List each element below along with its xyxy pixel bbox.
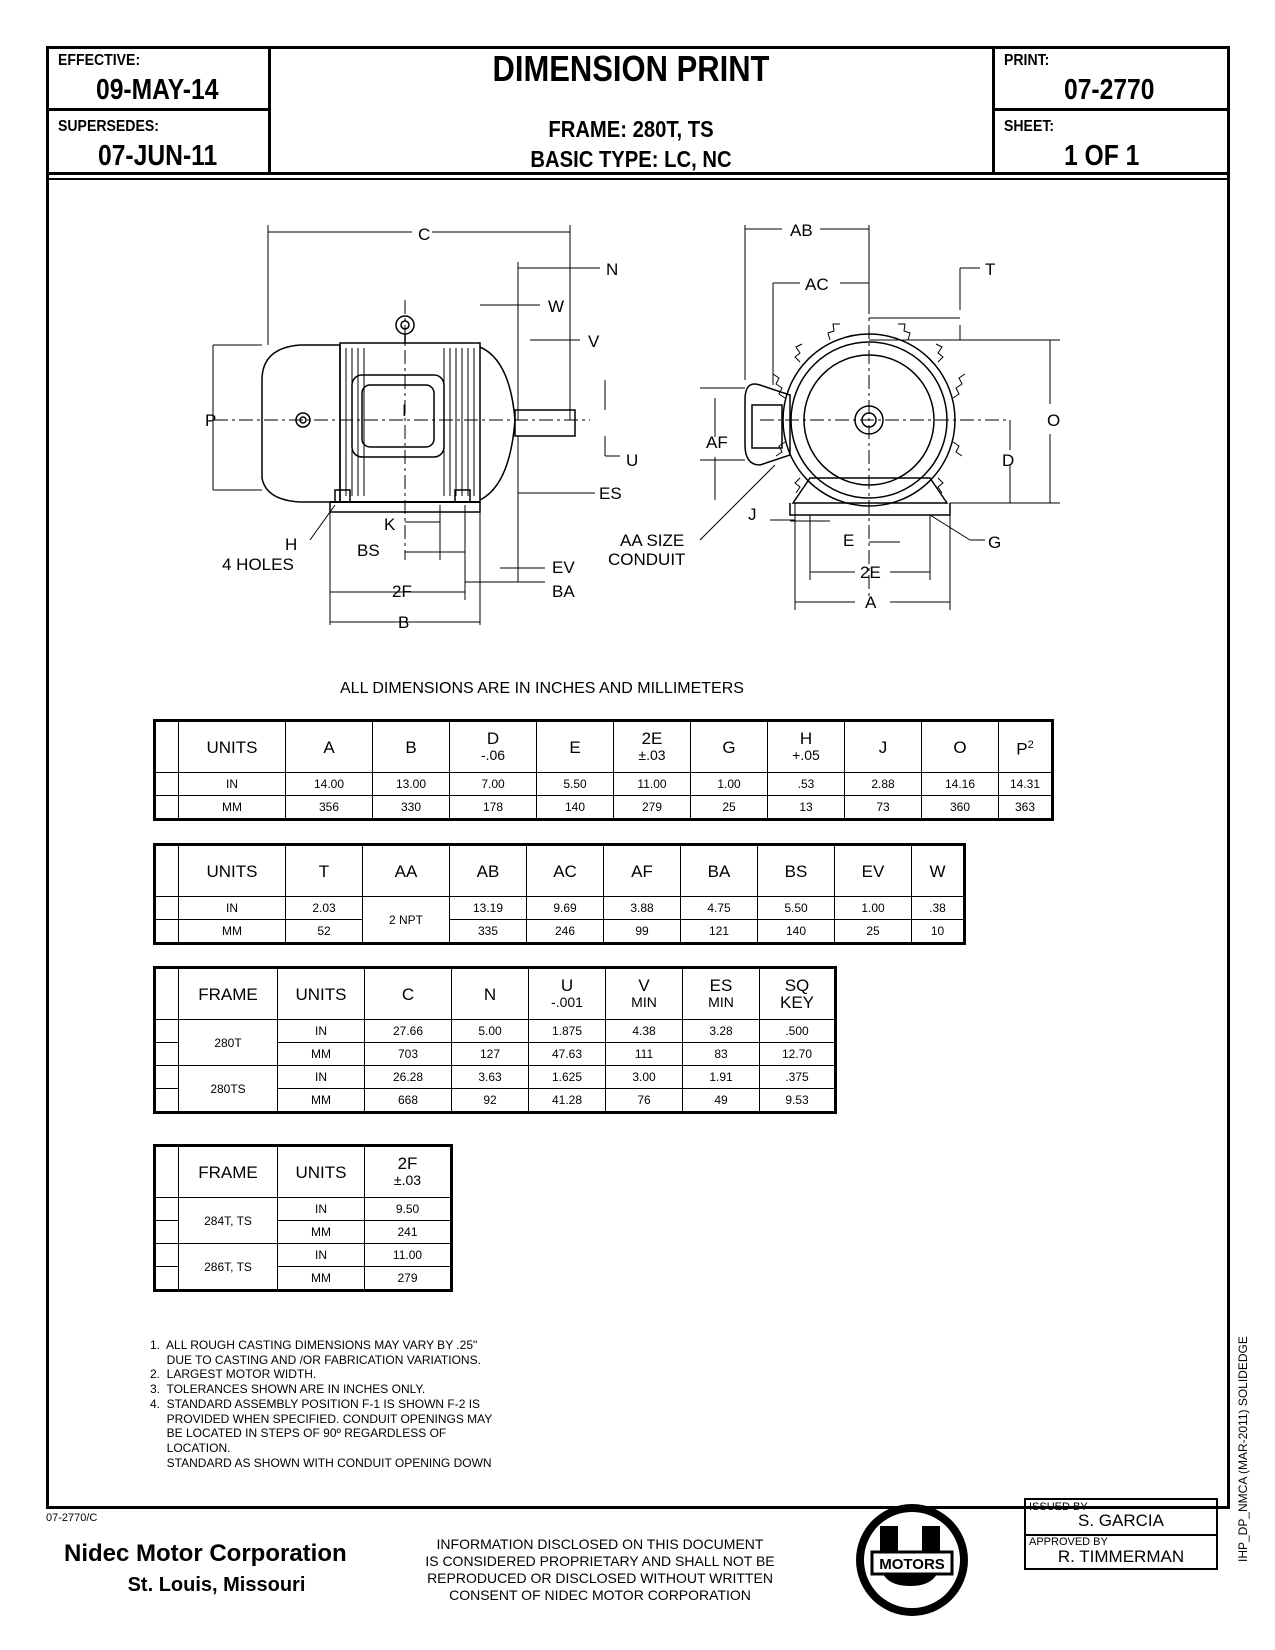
sheet-label: SHEET: xyxy=(1004,118,1055,135)
basic-type-line: BASIC TYPE: LC, NC xyxy=(530,146,732,172)
vertical-template-ref: IHP_DP_NMCA (MAR-2011) SOLIDEDGE xyxy=(1236,1336,1250,1562)
table-gutter xyxy=(155,721,179,773)
col-header-units: UNITS xyxy=(278,968,365,1020)
approved-by-name: R. TIMMERMAN xyxy=(1057,1547,1185,1566)
dim-label-h: H xyxy=(285,535,298,554)
col-header-ab: AB xyxy=(450,845,527,897)
dim-label-o: O xyxy=(1047,411,1061,430)
approved-by-label: APPROVED BY xyxy=(1029,1536,1108,1548)
table-row: MM 703 127 47.63 111 83 12.70 xyxy=(155,1043,836,1066)
note-line: 4. STANDARD ASSEMBLY POSITION F-1 IS SHOWN F-2 IS xyxy=(150,1396,481,1411)
col-header-b: B xyxy=(373,721,450,773)
dim-label-t: T xyxy=(985,260,996,279)
dim-label-2e: 2E xyxy=(860,563,881,582)
page-title: DIMENSION PRINT xyxy=(492,48,770,89)
col-header-units: UNITS xyxy=(179,721,286,773)
dim-label-w: W xyxy=(548,297,565,316)
col-header-o: O xyxy=(922,721,999,773)
end-view xyxy=(700,225,1060,610)
col-header-bs: BS xyxy=(758,845,835,897)
company-name: Nidec Motor Corporation xyxy=(64,1540,347,1567)
col-header-u: U -.001 xyxy=(529,968,606,1020)
proprietary-disclaimer: INFORMATION DISCLOSED ON THIS DOCUMENT IS CONSIDERED PROPRIETARY AND SHALL NOT BE REPRODUCED OR DISCLOSED WITHOUT WRITTEN CONSENT OF NIDEC MOTOR CORPORATION xyxy=(425,1536,775,1603)
dim-label-ab: AB xyxy=(790,221,813,240)
col-header-d: D -.06 xyxy=(450,721,537,773)
dim-label-p: P xyxy=(205,411,217,430)
col-header-units: UNITS xyxy=(278,1146,365,1198)
issued-by-name: S. GARCIA xyxy=(1078,1511,1164,1530)
col-header-2e: 2E ±.03 xyxy=(614,721,691,773)
frame-cell: 280T xyxy=(179,1020,278,1066)
dimensions-table-1 xyxy=(153,719,1054,821)
company-location: St. Louis, Missouri xyxy=(127,1574,306,1596)
doc-reference: 07-2770/C xyxy=(46,1512,98,1524)
print-number: 07-2770 xyxy=(1064,74,1155,106)
us-motors-logo xyxy=(852,1500,972,1620)
dim-label-j: J xyxy=(748,505,757,524)
effective-date: 09-MAY-14 xyxy=(96,74,219,106)
note-line: BE LOCATED IN STEPS OF 90º REGARDLESS OF xyxy=(150,1426,447,1441)
aa-merged-cell: 2 NPT xyxy=(363,897,450,944)
dim-label-bs: BS xyxy=(357,541,380,560)
dim-label-2f: 2F xyxy=(392,582,412,601)
frame-line: FRAME: 280T, TS xyxy=(548,116,714,142)
col-header-p: $P^2$ xyxy=(999,721,1053,773)
dimensions-units-note: ALL DIMENSIONS ARE IN INCHES AND MILLIMETERS xyxy=(340,680,744,697)
table-row: 280T IN 27.66 5.00 1.875 4.38 3.28 .500 xyxy=(155,1020,836,1043)
supersedes-label: SUPERSEDES: xyxy=(58,118,159,135)
col-header-a: A xyxy=(286,721,373,773)
signature-box xyxy=(1024,1498,1218,1570)
note-line: 3. TOLERANCES SHOWN ARE IN INCHES ONLY. xyxy=(150,1382,426,1397)
dim-label-es: ES xyxy=(599,484,622,503)
effective-label: EFFECTIVE: xyxy=(58,52,141,69)
col-header-frame: FRAME xyxy=(179,968,278,1020)
table-row: MM 241 xyxy=(155,1221,452,1244)
table-row: 286T, TS IN 11.00 xyxy=(155,1244,452,1267)
col-header-frame: FRAME xyxy=(179,1146,278,1198)
dim-label-g: G xyxy=(988,533,1002,552)
col-header-c: C xyxy=(365,968,452,1020)
dim-label-d: D xyxy=(1002,451,1015,470)
dim-label-ba: BA xyxy=(552,582,575,601)
dim-label-i: I xyxy=(402,401,407,420)
col-header-aa: AA xyxy=(363,845,450,897)
table-row: MM 668 92 41.28 76 49 9.53 xyxy=(155,1089,836,1113)
col-header-h: H +.05 xyxy=(768,721,845,773)
table-row: MM 356 330 178 140 279 25 13 73 360 363 xyxy=(155,796,1053,820)
dim-label-a: A xyxy=(865,593,877,612)
supersedes-date: 07-JUN-11 xyxy=(98,140,218,172)
dim-label-aa-size: AA SIZE xyxy=(620,531,685,550)
frame-cell: 280TS xyxy=(179,1066,278,1113)
dim-label-af: AF xyxy=(706,433,728,452)
note-line: 1. ALL ROUGH CASTING DIMENSIONS MAY VARY BY .25" xyxy=(150,1338,478,1352)
note-line: DUE TO CASTING AND /OR FABRICATION VARIATIONS. xyxy=(150,1352,481,1367)
col-header-ba: BA xyxy=(681,845,758,897)
col-header-units: UNITS xyxy=(179,845,286,897)
col-header-ac: AC xyxy=(527,845,604,897)
col-header-ev: EV xyxy=(835,845,912,897)
dim-label-b: B xyxy=(398,613,410,632)
note-line: LOCATION. xyxy=(150,1440,231,1455)
note-line: STANDARD AS SHOWN WITH CONDUIT OPENING DOWN xyxy=(150,1455,492,1470)
sheet-number: 1 OF 1 xyxy=(1064,140,1140,172)
table-row: 280TS IN 26.28 3.63 1.625 3.00 1.91 .375 xyxy=(155,1066,836,1089)
col-header-w: W xyxy=(912,845,965,897)
dim-label-conduit: CONDUIT xyxy=(608,550,686,569)
dim-label-4-holes: 4 HOLES xyxy=(222,555,294,574)
note-line: 2. LARGEST MOTOR WIDTH. xyxy=(150,1367,317,1382)
col-header-2f: 2F ±.03 xyxy=(365,1146,452,1198)
dim-label-ev: EV xyxy=(552,558,575,577)
dim-label-u: U xyxy=(626,451,639,470)
col-header-sq-key: SQ KEY xyxy=(760,968,836,1020)
table-row: 284T, TS IN 9.50 xyxy=(155,1198,452,1221)
dim-label-k: K xyxy=(384,515,396,534)
col-header-e: E xyxy=(537,721,614,773)
table-row: MM 279 xyxy=(155,1267,452,1291)
col-header-g: G xyxy=(691,721,768,773)
dim-label-e: E xyxy=(843,531,855,550)
print-label: PRINT: xyxy=(1004,52,1050,69)
dimensions-table-2 xyxy=(153,843,966,945)
notes-block xyxy=(150,1338,492,1470)
logo-text: MOTORS xyxy=(879,1556,945,1573)
dimensions-table-3 xyxy=(153,966,837,1114)
col-header-af: AF xyxy=(604,845,681,897)
frame-cell: 286T, TS xyxy=(179,1244,278,1291)
col-header-es: ES MIN xyxy=(683,968,760,1020)
dim-label-v: V xyxy=(588,332,600,351)
table-row: IN 14.00 13.00 7.00 5.50 11.00 1.00 .53 2.88 14.16 14.31 xyxy=(155,773,1053,796)
motor-dimension-drawing xyxy=(0,0,1275,680)
col-header-v: V MIN xyxy=(606,968,683,1020)
frame-cell: 284T, TS xyxy=(179,1198,278,1244)
issued-by-label: ISSUED BY xyxy=(1029,1501,1088,1513)
table-row: IN 2.03 2 NPT 13.19 9.69 3.88 4.75 5.50 1.00 .38 xyxy=(155,897,965,920)
dim-label-n: N xyxy=(606,260,619,279)
col-header-j: J xyxy=(845,721,922,773)
note-line: PROVIDED WHEN SPECIFIED. CONDUIT OPENINGS MAY xyxy=(150,1411,493,1426)
col-header-n: N xyxy=(452,968,529,1020)
dimensions-table-4 xyxy=(153,1144,453,1292)
dim-label-ac: AC xyxy=(805,275,829,294)
col-header-t: T xyxy=(286,845,363,897)
dim-label-c: C xyxy=(418,225,431,244)
table-row: MM 52 335 246 99 121 140 25 10 xyxy=(155,920,965,944)
